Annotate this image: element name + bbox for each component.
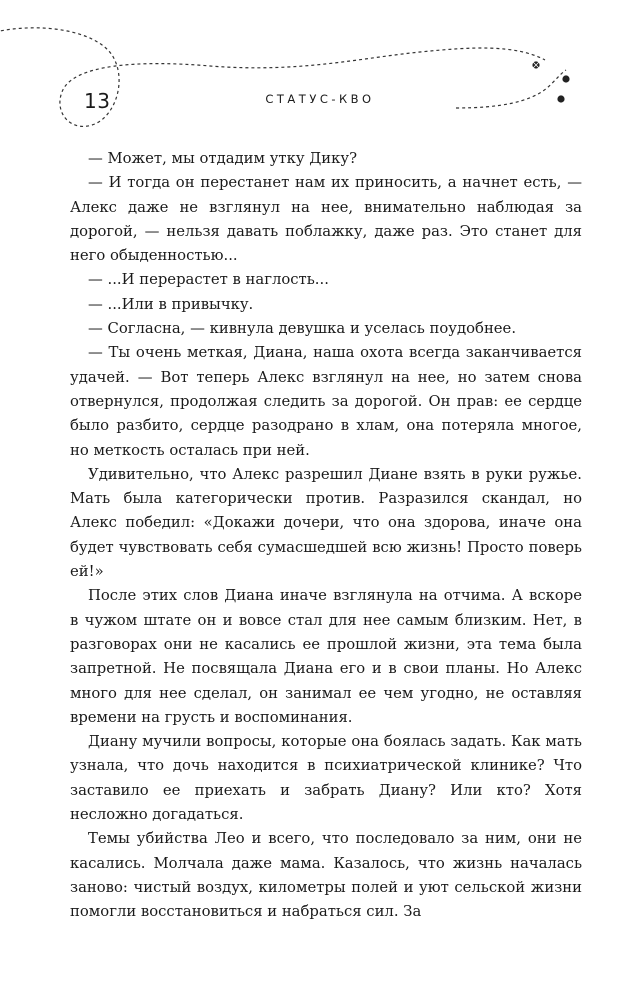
paragraph: — И тогда он перестанет нам их приносить, а начнет есть, — Алекс даже не взглянул на нее, внимательно наблюдая за дорогой, — нельзя давать поблажку, даже раз. Это станет для него обыденностью... [70,174,582,265]
body-text [70,147,582,925]
dashed-swirl-line [0,28,545,127]
dashed-tail-line [456,70,566,108]
paragraph: — Может, мы отдадим утку Дику? [88,150,358,167]
paragraph: После этих слов Диана иначе взглянула на отчима. А вскоре в чужом штате он и вовсе стал для нее самым близким. Нет, в разговорах они не касались ее прошлой жизни, эта тема была запретной. Не посвящала Диана его и в свои планы. Но Алекс много для нее сделал, он занимал ее чем угодно, не оставляя времени на грусть и воспоминания. [70,587,582,726]
dashed-ornament-path [0,0,644,160]
running-head-title: СТАТУС-КВО [265,92,375,106]
paragraph: — Ты очень меткая, Диана, наша охота всегда заканчивается удачей. — Вот теперь Алекс взглянул на нее, но затем снова отвернулся, продолжая следить за дорогой. Он прав: ее сердце было разбито, сердце разодрано в хлам, она потеряла многое, но меткость осталась при ней. [70,344,582,459]
paragraph: — Согласна, — кивнула девушка и уселась поудобнее. [88,320,517,338]
paragraph: — ...И перерастет в наглость... [88,271,329,289]
paragraph: Диану мучили вопросы, которые она боялась задать. Как мать узнала, что дочь находится в психиатрической клинике? Что заставило ее приехать и забрать Диану? Или кто? Хотя несложно догадаться. [70,733,582,824]
paragraph: Удивительно, что Алекс разрешил Диане взять в руки ружье. Мать была категорически против. Разразился скандал, но Алекс победил: «Докажи дочери, что она здорова, иначе она будет чувствовать себя сумасшедшей всю жизнь! Просто поверь ей!» [70,465,582,581]
page-number: 13 [84,89,111,113]
bee-ornament-icon [533,62,569,102]
paragraph: — ...Или в привычку. [88,295,254,313]
paragraph: Темы убийства Лео и всего, что последовало за ним, они не касались. Молчала даже мама. Казалось, что жизнь началась заново: чистый воздух, километры полей и уют сельской жизни помогли восстановиться и набраться сил. За [70,830,582,921]
